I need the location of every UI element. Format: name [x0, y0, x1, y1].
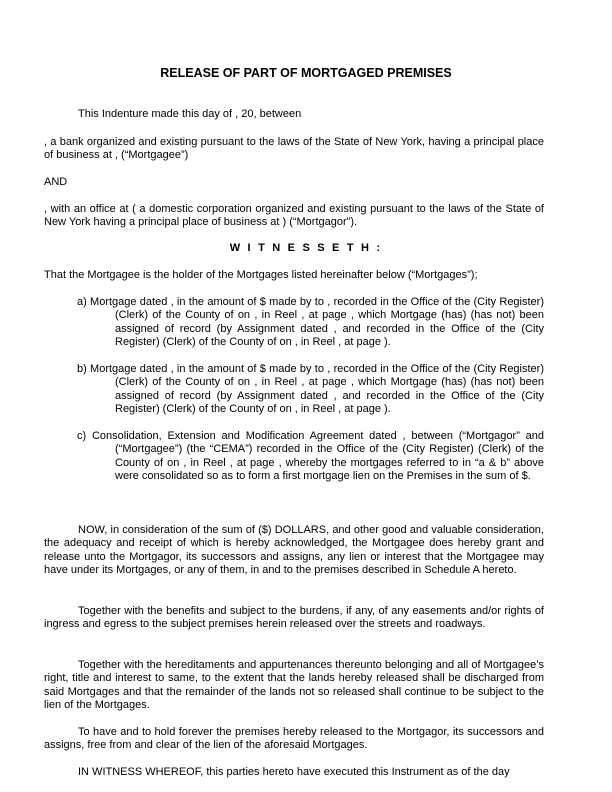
mortgage-item-c: c) Consolidation, Extension and Modification Agreement dated , between (“Mortgagor” and (“Mortgagee”) (the “CEMA”) recorded in the Office of the (City Register) (Clerk) of the County of on , in Reel , at page , whereby the mortgages referred to in “a & b” above were consolidated so as to form a first mortgage lien on the Premises in the sum of $.: [77, 430, 544, 483]
mortgage-item-a: a) Mortgage dated , in the amount of $ made by to , recorded in the Office of the (City Register) (Clerk) of the County of on , in Reel , at page , which Mortgage (has) (has not) been assigned of record (by Assignment dated , and recorded in the Office of the (City Register) (Clerk) of the County of on , in Reel , at page ).: [77, 296, 544, 349]
consideration-paragraph: NOW, in consideration of the sum of ($) DOLLARS, and other good and valuable consideration, the adequacy and receipt of which is hereby acknowledged, the Mortgagee does hereby grant and release unto the Mortgagor, its successors and assigns, any lien or interest that the Mortgagee may have under its Mortgages, or any of them, in and to the premises described in Schedule A hereto.: [44, 524, 544, 577]
benefits-paragraph: Together with the benefits and subject to the burdens, if any, of any easements and/or rights of ingress and egress to the subject premises herein released over the streets and roadways.: [44, 605, 544, 631]
mortgage-item-b: b) Mortgage dated , in the amount of $ made by to , recorded in the Office of the (City Register) (Clerk) of the County of on , in Reel , at page , which Mortgage (has) (has not) been assigned of record (by Assignment dated , and recorded in the Office of the (City Register) (Clerk) of the County of on , in Reel , at page ).: [77, 363, 544, 416]
intro-paragraph: This Indenture made this day of , 20, between: [78, 108, 302, 120]
witness-whereof-paragraph: IN WITNESS WHEREOF, this parties hereto have executed this Instrument as of the day: [78, 766, 510, 778]
witnesseth-heading: W I T N E S S E T H :: [229, 242, 383, 254]
document-title: RELEASE OF PART OF MORTGAGED PREMISES: [160, 66, 452, 80]
and-label: AND: [44, 176, 68, 188]
mortgagor-paragraph: , with an office at ( a domestic corporation organized and existing pursuant to the laws of the State of New York having a principal place of business at ) (“Mortgagor”).: [44, 203, 544, 229]
holder-statement: That the Mortgagee is the holder of the Mortgages listed hereinafter below (“Mortgages”);: [44, 269, 478, 281]
habendum-paragraph: To have and to hold forever the premises hereby released to the Mortgagor, its successors and assigns, free from and clear of the lien of the aforesaid Mortgages.: [44, 726, 544, 752]
hereditaments-paragraph: Together with the hereditaments and appurtenances thereunto belonging and all of Mortgagee’s right, title and interest to same, to the extent that the lands hereby released shall be discharged from said Mortgages and that the remainder of the lands not so released shall continue to be subject to the lien of the Mortgages.: [44, 659, 544, 712]
mortgagee-paragraph: , a bank organized and existing pursuant to the laws of the State of New York, having a principal place of business at , (“Mortgagee”): [44, 136, 544, 162]
